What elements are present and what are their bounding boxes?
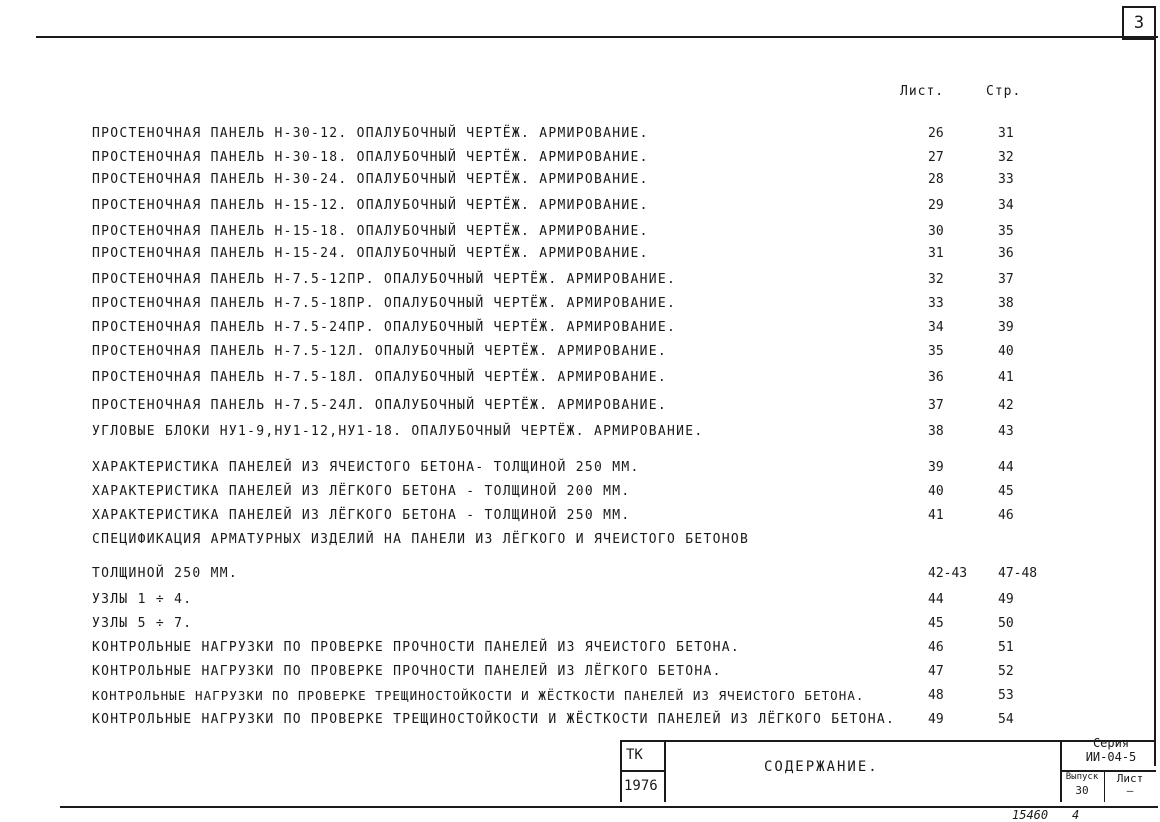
toc-row — [0, 640, 1160, 662]
toc-row-sheet: 39 — [928, 460, 944, 475]
toc-row-title: ПРОСТЕНОЧНАЯ ПАНЕЛЬ Н-30-24. ОПАЛУБОЧНЫЙ ЧЕРТЁЖ. АРМИРОВАНИЕ. — [92, 172, 649, 187]
toc-row — [0, 712, 1160, 734]
toc-row-page: 47-48 — [998, 566, 1038, 581]
toc-row-sheet: 47 — [928, 664, 944, 679]
toc-row-page: 33 — [998, 172, 1014, 187]
toc-row — [0, 508, 1160, 530]
inventory-number: 15460 — [1012, 808, 1049, 822]
toc-row — [0, 398, 1160, 420]
toc-row-page: 36 — [998, 246, 1014, 261]
stamp-issue-value: 30 — [1075, 784, 1089, 797]
toc-row — [0, 198, 1160, 220]
toc-row-title: ПРОСТЕНОЧНАЯ ПАНЕЛЬ Н-30-18. ОПАЛУБОЧНЫЙ ЧЕРТЁЖ. АРМИРОВАНИЕ. — [92, 150, 649, 165]
toc-row — [0, 424, 1160, 446]
toc-row-page: 34 — [998, 198, 1014, 213]
toc-row-sheet: 30 — [928, 224, 944, 239]
toc-row-sheet: 32 — [928, 272, 944, 287]
toc-row-sheet: 31 — [928, 246, 944, 261]
toc-row — [0, 224, 1160, 246]
toc-row — [0, 592, 1160, 614]
toc-row-sheet: 35 — [928, 344, 944, 359]
toc-row-sheet: 49 — [928, 712, 944, 727]
stamp-sheet-value: — — [1126, 784, 1134, 797]
toc-row — [0, 272, 1160, 294]
toc-row-sheet: 36 — [928, 370, 944, 385]
toc-row-page: 31 — [998, 126, 1014, 141]
toc-row-sheet: 33 — [928, 296, 944, 311]
toc-row-sheet: 41 — [928, 508, 944, 523]
toc-row-page: 45 — [998, 484, 1014, 499]
toc-row — [0, 320, 1160, 342]
toc-row-title: ПРОСТЕНОЧНАЯ ПАНЕЛЬ Н-15-24. ОПАЛУБОЧНЫЙ ЧЕРТЁЖ. АРМИРОВАНИЕ. — [92, 246, 649, 261]
title-block-stamp — [620, 736, 1156, 802]
toc-row-title: КОНТРОЛЬНЫЕ НАГРУЗКИ ПО ПРОВЕРКЕ ТРЕЩИНОСТОЙКОСТИ И ЖЁСТКОСТИ ПАНЕЛЕЙ ИЗ ЯЧЕИСТОГО БЕТОНА. — [92, 688, 865, 703]
toc-row-page: 53 — [998, 688, 1014, 703]
toc-row-sheet: 46 — [928, 640, 944, 655]
toc-row-title: ПРОСТЕНОЧНАЯ ПАНЕЛЬ Н-7.5-12Л. ОПАЛУБОЧНЫЙ ЧЕРТЁЖ. АРМИРОВАНИЕ. — [92, 344, 667, 359]
toc-row-title: ПРОСТЕНОЧНАЯ ПАНЕЛЬ Н-7.5-24ПР. ОПАЛУБОЧНЫЙ ЧЕРТЁЖ. АРМИРОВАНИЕ. — [92, 320, 677, 335]
toc-row-sheet: 37 — [928, 398, 944, 413]
toc-row — [0, 616, 1160, 638]
toc-row-title: ХАРАКТЕРИСТИКА ПАНЕЛЕЙ ИЗ ЯЧЕИСТОГО БЕТОНА- ТОЛЩИНОЙ 250 ММ. — [92, 460, 640, 475]
column-header-page: Стр. — [986, 84, 1022, 99]
toc-row — [0, 532, 1160, 554]
toc-row-page: 50 — [998, 616, 1014, 631]
toc-row-page: 46 — [998, 508, 1014, 523]
stamp-year: 1976 — [624, 778, 658, 794]
toc-row-title: ПРОСТЕНОЧНАЯ ПАНЕЛЬ Н-15-12. ОПАЛУБОЧНЫЙ ЧЕРТЁЖ. АРМИРОВАНИЕ. — [92, 198, 649, 213]
toc-row-title: ТОЛЩИНОЙ 250 ММ. — [92, 566, 239, 581]
toc-row-sheet: 34 — [928, 320, 944, 335]
toc-row — [0, 246, 1160, 268]
toc-row-title: СПЕЦИФИКАЦИЯ АРМАТУРНЫХ ИЗДЕЛИЙ НА ПАНЕЛИ ИЗ ЛЁГКОГО И ЯЧЕИСТОГО БЕТОНОВ — [92, 532, 750, 547]
toc-row — [0, 296, 1160, 318]
stamp-series-label: Серия — [1092, 736, 1130, 750]
toc-row-sheet: 28 — [928, 172, 944, 187]
toc-row-page: 40 — [998, 344, 1014, 359]
toc-row-page: 43 — [998, 424, 1014, 439]
toc-row-page: 32 — [998, 150, 1014, 165]
toc-row — [0, 664, 1160, 686]
toc-row-sheet: 45 — [928, 616, 944, 631]
toc-row-page: 54 — [998, 712, 1014, 727]
toc-row-page: 49 — [998, 592, 1014, 607]
toc-row-title: ПРОСТЕНОЧНАЯ ПАНЕЛЬ Н-30-12. ОПАЛУБОЧНЫЙ ЧЕРТЁЖ. АРМИРОВАНИЕ. — [92, 126, 649, 141]
toc-row-sheet: 26 — [928, 126, 944, 141]
toc-row — [0, 172, 1160, 194]
toc-row-page: 37 — [998, 272, 1014, 287]
page-mark: 4 — [1072, 808, 1080, 822]
toc-row-page: 38 — [998, 296, 1014, 311]
toc-row-title: ПРОСТЕНОЧНАЯ ПАНЕЛЬ Н-7.5-24Л. ОПАЛУБОЧНЫЙ ЧЕРТЁЖ. АРМИРОВАНИЕ. — [92, 398, 667, 413]
toc-row-page: 41 — [998, 370, 1014, 385]
toc-row — [0, 126, 1160, 148]
toc-row — [0, 566, 1160, 588]
toc-row-title: УЗЛЫ 5 ÷ 7. — [92, 616, 193, 631]
toc-row-page: 44 — [998, 460, 1014, 475]
toc-row — [0, 150, 1160, 172]
sheet-number-box: 3 — [1122, 6, 1154, 40]
stamp-title: СОДЕРЖАНИЕ. — [764, 759, 879, 775]
toc-row-title: ПРОСТЕНОЧНАЯ ПАНЕЛЬ Н-7.5-12ПР. ОПАЛУБОЧНЫЙ ЧЕРТЁЖ. АРМИРОВАНИЕ. — [92, 272, 677, 287]
toc-row-title: ПРОСТЕНОЧНАЯ ПАНЕЛЬ Н-15-18. ОПАЛУБОЧНЫЙ ЧЕРТЁЖ. АРМИРОВАНИЕ. — [92, 224, 649, 239]
toc-row-sheet: 40 — [928, 484, 944, 499]
toc-row-title: ХАРАКТЕРИСТИКА ПАНЕЛЕЙ ИЗ ЛЁГКОГО БЕТОНА - ТОЛЩИНОЙ 250 ММ. — [92, 508, 631, 523]
toc-row-title: КОНТРОЛЬНЫЕ НАГРУЗКИ ПО ПРОВЕРКЕ ПРОЧНОСТИ ПАНЕЛЕЙ ИЗ ЯЧЕИСТОГО БЕТОНА. — [92, 640, 740, 655]
toc-row-sheet: 48 — [928, 688, 944, 703]
stamp-sheet-label: Лист — [1116, 772, 1144, 785]
toc-row-page: 42 — [998, 398, 1014, 413]
bottom-border-line — [60, 806, 1158, 808]
toc-row — [0, 370, 1160, 392]
toc-row-sheet: 44 — [928, 592, 944, 607]
toc-row-title: ПРОСТЕНОЧНАЯ ПАНЕЛЬ Н-7.5-18Л. ОПАЛУБОЧНЫЙ ЧЕРТЁЖ. АРМИРОВАНИЕ. — [92, 370, 667, 385]
toc-row-title: КОНТРОЛЬНЫЕ НАГРУЗКИ ПО ПРОВЕРКЕ ПРОЧНОСТИ ПАНЕЛЕЙ ИЗ ЛЁГКОГО БЕТОНА. — [92, 664, 722, 679]
toc-row-sheet: 29 — [928, 198, 944, 213]
stamp-series-value: ИИ-04-5 — [1085, 750, 1137, 764]
top-border-line — [36, 36, 1158, 38]
toc-row — [0, 460, 1160, 482]
toc-row-title: ПРОСТЕНОЧНАЯ ПАНЕЛЬ Н-7.5-18ПР. ОПАЛУБОЧНЫЙ ЧЕРТЁЖ. АРМИРОВАНИЕ. — [92, 296, 677, 311]
toc-row-page: 35 — [998, 224, 1014, 239]
toc-row-page: 52 — [998, 664, 1014, 679]
toc-row-title: УЗЛЫ 1 ÷ 4. — [92, 592, 193, 607]
toc-row — [0, 688, 1160, 710]
toc-row-title: ХАРАКТЕРИСТИКА ПАНЕЛЕЙ ИЗ ЛЁГКОГО БЕТОНА - ТОЛЩИНОЙ 200 ММ. — [92, 484, 631, 499]
toc-row — [0, 344, 1160, 366]
column-header-sheet: Лист. — [900, 84, 945, 99]
stamp-org: ТК — [626, 747, 643, 763]
toc-row-title: КОНТРОЛЬНЫЕ НАГРУЗКИ ПО ПРОВЕРКЕ ТРЕЩИНОСТОЙКОСТИ И ЖЁСТКОСТИ ПАНЕЛЕЙ ИЗ ЛЁГКОГО БЕТОНА. — [92, 712, 896, 727]
toc-row-title: УГЛОВЫЕ БЛОКИ НУ1-9,НУ1-12,НУ1-18. ОПАЛУБОЧНЫЙ ЧЕРТЁЖ. АРМИРОВАНИЕ. — [92, 424, 704, 439]
toc-row-sheet: 38 — [928, 424, 944, 439]
toc-row-page: 51 — [998, 640, 1014, 655]
stamp-issue-label: Выпуск — [1065, 772, 1099, 782]
toc-row — [0, 484, 1160, 506]
toc-row-sheet: 27 — [928, 150, 944, 165]
toc-row-page: 39 — [998, 320, 1014, 335]
toc-row-sheet: 42-43 — [928, 566, 968, 581]
